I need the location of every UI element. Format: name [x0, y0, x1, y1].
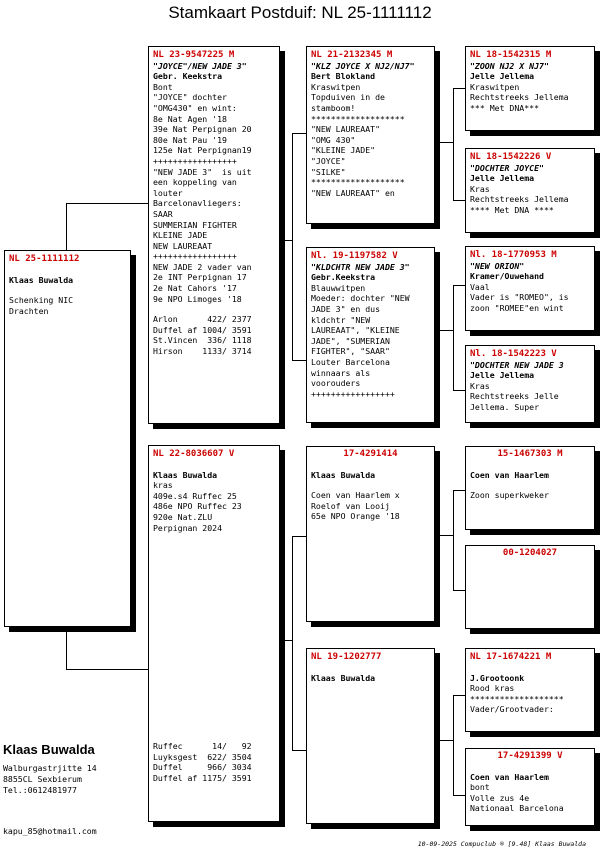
connector-line [453, 590, 465, 591]
breeder: Bert Blokland [311, 71, 376, 82]
result-line: Luyksgest 622/ 3504 [153, 751, 252, 762]
info-line: Vaal [470, 281, 490, 292]
info-line: +++++++++++++++++ [153, 155, 237, 166]
pigeon-name: "ZOON NJ2 X NJ7" [470, 60, 549, 71]
ring-number: Nl. 19-1197582 V [311, 251, 398, 261]
breeder: Coen van Haarlem [470, 469, 549, 480]
connector-line [435, 740, 453, 741]
connector-line [453, 695, 454, 795]
connector-line [435, 535, 453, 536]
info-line: 486e NPO Ruffec 23 [153, 501, 242, 512]
info-line: Vader/Grootvader: [470, 704, 554, 715]
info-line: 65e NPO Orange '18 [311, 511, 400, 522]
ring-number: NL 19-1202777 [311, 652, 382, 662]
dam-dam-card [306, 648, 435, 824]
breeder: Gebr.Keekstra [311, 272, 376, 283]
owner-email: kapu_85@hotmail.com [3, 826, 97, 836]
info-line: stamboom! [311, 102, 356, 113]
info-line: Vader is "ROMEO", is [470, 292, 569, 303]
connector-line [292, 133, 306, 134]
info-line: "OMG430" en wint: [153, 102, 237, 113]
info-line: ******************* [311, 113, 405, 124]
ring-number: NL 25-1111112 [9, 254, 80, 264]
footer-text: 10-09-2025 Compuclub ® [9.48] Klaas Buwalda [417, 840, 586, 848]
ring-number: NL 18-1542226 V [470, 152, 552, 162]
info-line: 80e Nat Pau '19 [153, 134, 227, 145]
info-line: Zoon superkweker [470, 490, 549, 501]
page-title: Stamkaart Postduif: NL 25-1111112 [168, 3, 432, 22]
connector-line [453, 390, 465, 391]
info-line: Volle zus 4e [470, 792, 530, 803]
owner-info [3, 742, 97, 796]
breeder: Klaas Buwalda [311, 672, 376, 683]
ring-number: 17-4291399 V [497, 751, 563, 761]
result-line: Duffel af 1175/ 3591 [153, 772, 252, 783]
result-line: Ruffec 14/ 92 [153, 741, 252, 752]
result-line: Duffel af 1004/ 3591 [153, 324, 252, 335]
info-line: 9e NPO Limoges '18 [153, 293, 242, 304]
info-line: Rechtstreeks Jellema [470, 92, 569, 103]
owner-city: 8855CL Sexbierum [3, 774, 82, 784]
owner-phone: Tel.:0612481977 [3, 785, 77, 795]
info-line: FIGHTER", "SAAR" [311, 346, 390, 357]
connector-line [292, 133, 293, 360]
sire-dam-card [306, 247, 435, 423]
info-line: KLEINE JADE [153, 230, 208, 241]
owner-address: Walburgastrjitte 14 [3, 763, 97, 773]
dds-card [465, 648, 595, 732]
connector-line [435, 330, 453, 331]
breeder: Coen van Haarlem [470, 771, 549, 782]
subject-card [4, 250, 131, 627]
result-line: Duffel 966/ 3034 [153, 762, 252, 773]
ring-number: Nl. 18-1542223 V [470, 349, 557, 359]
info-line: Kras [470, 183, 490, 194]
info-line: Topduiven in de [311, 92, 385, 103]
info-line: 125e Nat Perpignan19 [153, 145, 252, 156]
connector-line [280, 640, 292, 641]
info-line: Blauwwitpen [311, 282, 366, 293]
connector-line [280, 240, 292, 241]
dam-card [148, 445, 280, 822]
connector-line [66, 203, 149, 204]
info-line: "JOYCE" dochter [153, 92, 227, 103]
info-line: SUMMERIAN FIGHTER [153, 219, 237, 230]
sds-card [465, 246, 595, 331]
info-line: "NEW JADE 3" is uit [153, 166, 252, 177]
pigeon-name: "JOYCE"/NEW JADE 3" [153, 60, 247, 71]
info-line: Kraswitpen [470, 81, 520, 92]
ring-number: 00-1204027 [502, 548, 558, 558]
ssd-card [465, 148, 595, 233]
info-line: "JOYCE" [311, 155, 346, 166]
pigeon-name: "NEW ORION" [470, 260, 525, 271]
connector-line [453, 200, 465, 201]
ring-number: NL 21-2132345 M [311, 50, 393, 60]
info-line: Kraswitpen [311, 81, 361, 92]
ring-number: NL 22-8036607 V [153, 449, 235, 459]
connector-line [292, 750, 306, 751]
breeder: Klaas Buwalda [311, 469, 376, 480]
breeder: J.Grootoonk [470, 672, 525, 683]
info-line: Barcelonavliegers: [153, 198, 242, 209]
connector-line [453, 795, 465, 796]
info-line: ******************* [470, 693, 564, 704]
connector-line [66, 627, 67, 669]
connector-line [453, 490, 465, 491]
info-line: Schenking NIC [9, 295, 74, 306]
info-line: 8e Nat Agen '18 [153, 113, 227, 124]
info-line: Bont [153, 81, 173, 92]
info-line: zoon "ROMEE"en wint [470, 302, 564, 313]
ring-number: 17-4291414 [343, 449, 398, 459]
ring-number: NL 18-1542315 M [470, 50, 552, 60]
info-line: Drachten [9, 305, 49, 316]
ring-number: NL 23-9547225 M [153, 50, 235, 60]
info-line: NEW LAUREAAT [153, 240, 213, 251]
info-line: Rechtstreeks Jellema [470, 194, 569, 205]
info-line: NEW JADE 2 vader van [153, 261, 252, 272]
info-line: Louter Barcelona [311, 356, 390, 367]
connector-line [292, 536, 293, 750]
connector-line [453, 285, 465, 286]
info-line: 2e Nat Cahors '17 [153, 283, 237, 294]
info-line: Moeder: dochter "NEW [311, 293, 410, 304]
connector-line [292, 360, 306, 361]
sire-sire-card [306, 46, 435, 224]
ring-number: 15-1467303 M [497, 449, 563, 459]
sdd-card [465, 345, 595, 423]
connector-line [292, 536, 306, 537]
info-line: Perpignan 2024 [153, 522, 223, 533]
info-line: +++++++++++++++++ [153, 251, 237, 262]
connector-line [66, 669, 149, 670]
info-line: voorouders [311, 378, 361, 389]
pigeon-name: "KLDCHTR NEW JADE 3" [311, 261, 410, 272]
info-line: LAUREAAT", "KLEINE [311, 325, 400, 336]
owner-name: Klaas Buwalda [3, 742, 95, 757]
info-line: "NEW LAUREAAT" [311, 124, 381, 135]
result-line: Arlon 422/ 2377 [153, 314, 252, 325]
connector-line [453, 88, 454, 200]
breeder: Gebr. Keekstra [153, 71, 223, 82]
info-line: 920e Nat.ZLU [153, 511, 213, 522]
info-line: Jellema. Super [470, 401, 540, 412]
info-line: louter [153, 187, 183, 198]
info-line: 39e Nat Perpignan 20 [153, 124, 252, 135]
breeder: Jelle Jellema [470, 173, 535, 184]
info-line: 409e.s4 Ruffec 25 [153, 490, 237, 501]
info-line: Rood kras [470, 683, 515, 694]
info-line: +++++++++++++++++ [311, 388, 395, 399]
info-line: Coen van Haarlem x [311, 490, 400, 501]
connector-line [453, 88, 465, 89]
info-line: winnaars als [311, 367, 371, 378]
info-line: Rechtstreeks Jelle [470, 391, 559, 402]
info-line: "SILKE" [311, 166, 346, 177]
breeder: Klaas Buwalda [153, 469, 218, 480]
result-line: St.Vincen 336/ 1118 [153, 335, 252, 346]
info-line: Kras [470, 380, 490, 391]
pigeon-name: "DOCHTER NEW JADE 3 [470, 359, 564, 370]
info-line: "NEW LAUREAAT" en [311, 187, 395, 198]
ddd-card [465, 748, 595, 826]
info-line: **** Met DNA **** [470, 204, 554, 215]
info-line: kldchtr "NEW [311, 314, 371, 325]
info-line: een koppeling van [153, 177, 237, 188]
info-line: kras [153, 480, 173, 491]
pigeon-name: "DOCHTER JOYCE" [470, 162, 544, 173]
sss-card [465, 46, 595, 131]
dsd-card [465, 545, 595, 629]
connector-line [453, 490, 454, 590]
pigeon-name: "KLZ JOYCE X NJ2/NJ7" [311, 60, 415, 71]
info-line: bont [470, 782, 490, 793]
connector-line [453, 695, 465, 696]
info-line: ******************* [311, 177, 405, 188]
info-line: SAAR [153, 208, 173, 219]
dam-sire-card [306, 446, 435, 622]
breeder: Klaas Buwalda [9, 274, 74, 285]
ring-number: Nl. 18-1770953 M [470, 250, 557, 260]
info-line: "OMG 430" [311, 134, 356, 145]
breeder: Jelle Jellema [470, 370, 535, 381]
connector-line [453, 285, 454, 390]
breeder: Kramer/Ouwehand [470, 271, 544, 282]
result-line: Hirson 1133/ 3714 [153, 346, 252, 357]
info-line: Roelof van Looij [311, 500, 390, 511]
connector-line [435, 142, 453, 143]
info-line: JADE", "SUMERIAN [311, 335, 390, 346]
sire-card [148, 46, 280, 424]
info-line: "KLEINE JADE" [311, 145, 376, 156]
dss-card [465, 446, 595, 530]
breeder: Jelle Jellema [470, 71, 535, 82]
info-line: JADE 3" en dus [311, 303, 381, 314]
connector-line [66, 203, 67, 250]
info-line: Nationaal Barcelona [470, 803, 564, 814]
ring-number: NL 17-1674221 M [470, 652, 552, 662]
info-line: *** Met DNA*** [470, 102, 540, 113]
info-line: 2e INT Perpignan 17 [153, 272, 247, 283]
